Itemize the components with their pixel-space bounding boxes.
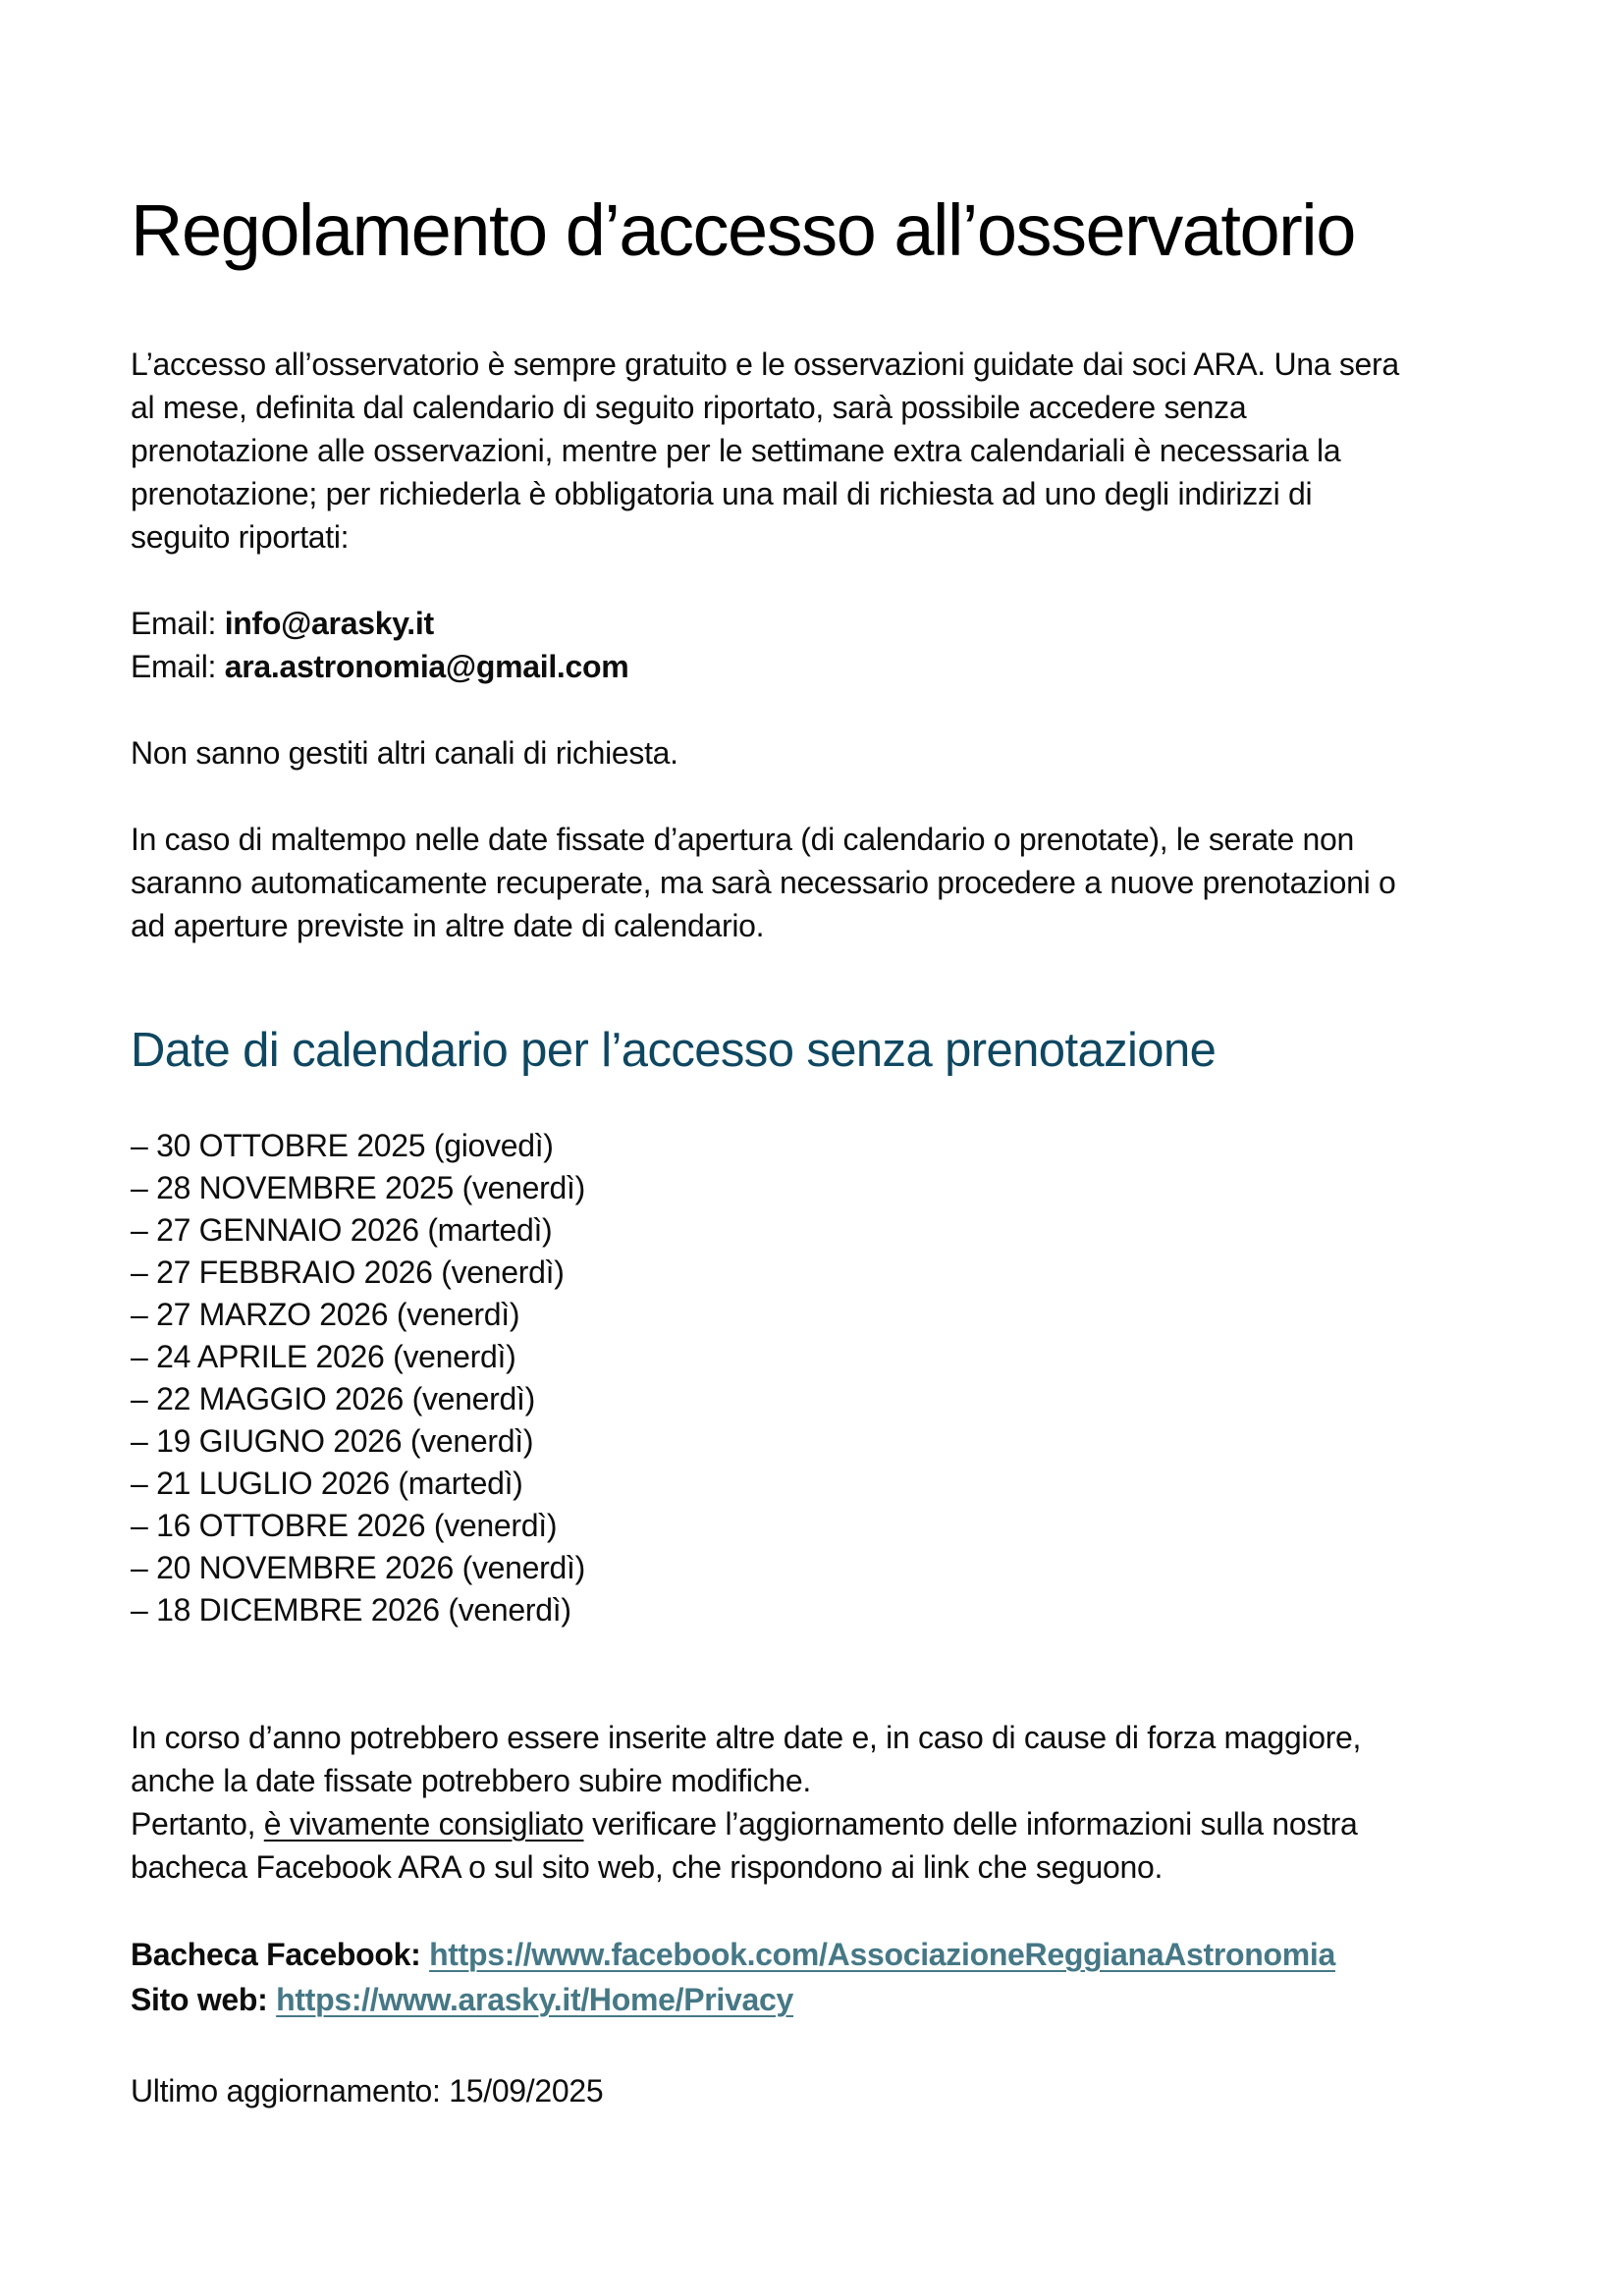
calendar-date-item: – 27 MARZO 2026 (venerdì) [131, 1296, 520, 1332]
calendar-date-item: – 27 FEBBRAIO 2026 (venerdì) [131, 1254, 565, 1290]
calendar-date-item: – 18 DICEMBRE 2026 (venerdì) [131, 1591, 571, 1628]
updates-sentence-2 [131, 1802, 1418, 1889]
intro-paragraph: L’accesso all’osservatorio è sempre gratuito e le osservazioni guidate dai soci ARA. Una sera al mese, definita dal calendario di seguito riportato, sarà possibile accedere senza prenotazione alle osservazioni, mentre per le settimane extra calendariali è necessaria la prenotazione; per richiederla è obbligatoria una mail di richiesta ad uno degli indirizzi di seguito riportati: [131, 347, 1399, 556]
calendar-date-item: – 22 MAGGIO 2026 (venerdì) [131, 1380, 535, 1416]
email-block [131, 602, 1418, 688]
calendar-date-item: – 24 APRILE 2026 (venerdì) [131, 1338, 516, 1374]
updates-sentence-2-underlined: è vivamente consigliato [263, 1805, 584, 1842]
calendar-date-item: – 21 LUGLIO 2026 (martedì) [131, 1465, 523, 1501]
email-address-gmail: ara.astronomia@gmail.com [224, 649, 629, 685]
email-line [131, 602, 1418, 645]
calendar-date-item: – 20 NOVEMBRE 2026 (venerdì) [131, 1549, 585, 1585]
facebook-link-line [131, 1932, 1418, 1977]
calendar-date-item: – 19 GIUGNO 2026 (venerdì) [131, 1422, 534, 1459]
links-block [131, 1932, 1418, 2022]
updates-sentence-1: In corso d’anno potrebbero essere inserite altre date e, in caso di cause di forza maggiore, anche la date fissate potrebbero subire modifiche. [131, 1719, 1362, 1798]
facebook-link-label: Bacheca Facebook: [131, 1936, 430, 1972]
website-link-line [131, 1977, 1418, 2022]
calendar-dates-list [131, 1125, 1418, 1631]
calendar-section-heading: Date di calendario per l’accesso senza prenotazione [131, 1024, 1217, 1078]
last-update-text: Ultimo aggiornamento: 15/09/2025 [131, 2072, 604, 2109]
calendar-date-item: – 30 OTTOBRE 2025 (giovedì) [131, 1127, 554, 1163]
email-address-arasky: info@arasky.it [224, 606, 434, 642]
website-link-label: Sito web: [131, 1981, 277, 2017]
website-link[interactable]: https://www.arasky.it/Home/Privacy [276, 1981, 794, 2017]
no-other-channels-text: Non sanno gestiti altri canali di richiesta. [131, 735, 678, 772]
page-title: Regolamento d’accesso all’osservatorio [131, 189, 1355, 271]
updates-sentence-2-prefix: Pertanto, [131, 1805, 264, 1842]
calendar-date-item: – 16 OTTOBRE 2026 (venerdì) [131, 1507, 558, 1543]
email-label: Email: [131, 606, 225, 642]
email-line [131, 645, 1418, 688]
email-label: Email: [131, 649, 225, 685]
facebook-link[interactable]: https://www.facebook.com/AssociazioneReggianaAstronomia [429, 1936, 1335, 1972]
updates-note [131, 1716, 1418, 1889]
calendar-date-item: – 27 GENNAIO 2026 (martedì) [131, 1211, 553, 1248]
updates-sentence-2-rest: verificare l’aggiornamento delle informazioni sulla nostra bacheca Facebook ARA o sul sito web, che rispondono ai link che seguono. [131, 1805, 1358, 1885]
calendar-date-item: – 28 NOVEMBRE 2025 (venerdì) [131, 1169, 585, 1205]
bad-weather-paragraph: In caso di maltempo nelle date fissate d’apertura (di calendario o prenotate), le serate non saranno automaticamente recuperate, ma sarà necessario procedere a nuove prenotazioni o ad aperture previste in altre date di calendario. [131, 822, 1396, 944]
